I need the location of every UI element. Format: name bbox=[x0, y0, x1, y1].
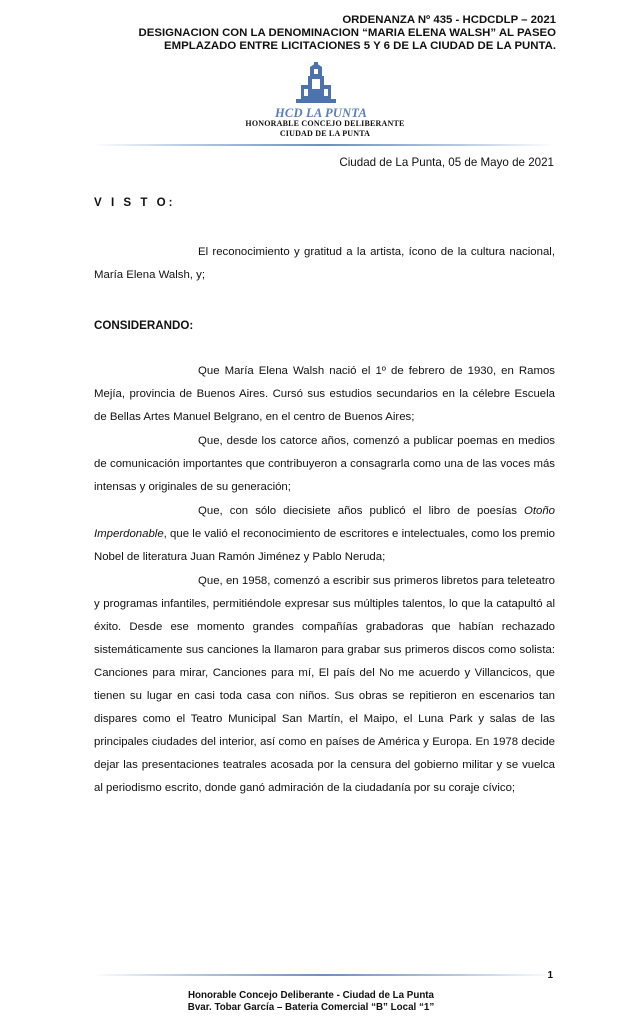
footer-institution: Honorable Concejo Deliberante - Ciudad de La Punta bbox=[187, 990, 435, 1001]
considerando-heading: CONSIDERANDO: bbox=[94, 319, 194, 332]
header-divider bbox=[92, 144, 555, 146]
ordinance-title-line-1: DESIGNACION CON LA DENOMINACION “MARIA ELENA WALSH” AL PASEO bbox=[138, 27, 556, 39]
visto-heading: V I S T O: bbox=[94, 196, 176, 209]
considerando-paragraph-4: Que, en 1958, comenzó a escribir sus primeros libretos para teleteatro y programas infantiles, permitiéndole expresar sus múltiples talentos, lo que la catapultó al éxito. Desde ese momento grandes compañías grabadoras que habían rechazado sistemáticamente sus canciones la llamaron para grabar sus primeros discos como solista: Canciones para mirar, Canciones para mí, El país del No me acuerdo y Villancicos, que tienen su lugar en casi toda casa con niños. Sus obras se repitieron en escenarios tan dispares como el Teatro Municipal San Martín, el Maipo, el Luna Park y salas de las principales ciudades del interior, así como en países de América y Europa. En 1978 decide dejar las presentaciones teatrales acosada por la censura del gobierno militar y se vuelca al periodismo escrito, donde ganó admiración de la ciudadanía por su coraje cívico; bbox=[94, 575, 555, 794]
document-date: Ciudad de La Punta, 05 de Mayo de 2021 bbox=[339, 156, 554, 169]
visto-paragraph: El reconocimiento y gratitud a la artista, ícono de la cultura nacional, María Elena Walsh, y; bbox=[94, 246, 555, 281]
brand-name: HCD LA PUNTA bbox=[275, 106, 367, 120]
page-number: 1 bbox=[547, 970, 553, 981]
considerando-paragraph-3: Que, con sólo diecisiete años publicó el libro de poesías Otoño Imperdonable, que le valió el reconocimiento de escritores e intelectuales, como los premio Nobel de literatura Juan Ramón Jiménez y Pablo Neruda; bbox=[94, 505, 555, 563]
book-title: Otoño Imperdonable bbox=[94, 505, 555, 540]
building-tower-icon bbox=[276, 58, 356, 110]
ordinance-title-line-2: EMPLAZADO ENTRE LICITACIONES 5 Y 6 DE LA CIUDAD DE LA PUNTA. bbox=[164, 40, 556, 52]
institution-name: HONORABLE CONCEJO DELIBERANTE bbox=[245, 119, 405, 128]
ordinance-number: ORDENANZA Nº 435 - HCDCDLP – 2021 bbox=[342, 14, 556, 26]
considerando-paragraph-2: Que, desde los catorce años, comenzó a publicar poemas en medios de comunicación importantes que contribuyeron a consagrarla como una de las voces más intensas y originales de su generación; bbox=[94, 435, 555, 493]
considerando-paragraph-1: Que María Elena Walsh nació el 1º de febrero de 1930, en Ramos Mejía, provincia de Buenos Aires. Cursó sus estudios secundarios en la célebre Escuela de Bellas Artes Manuel Belgrano, en el centro de Buenos Aires; bbox=[94, 365, 555, 423]
footer-divider bbox=[92, 974, 555, 976]
footer-address: Bvar. Tobar García – Bateria Comercial “B” Local “1” bbox=[187, 1002, 435, 1013]
institution-city: CIUDAD DE LA PUNTA bbox=[279, 129, 371, 138]
